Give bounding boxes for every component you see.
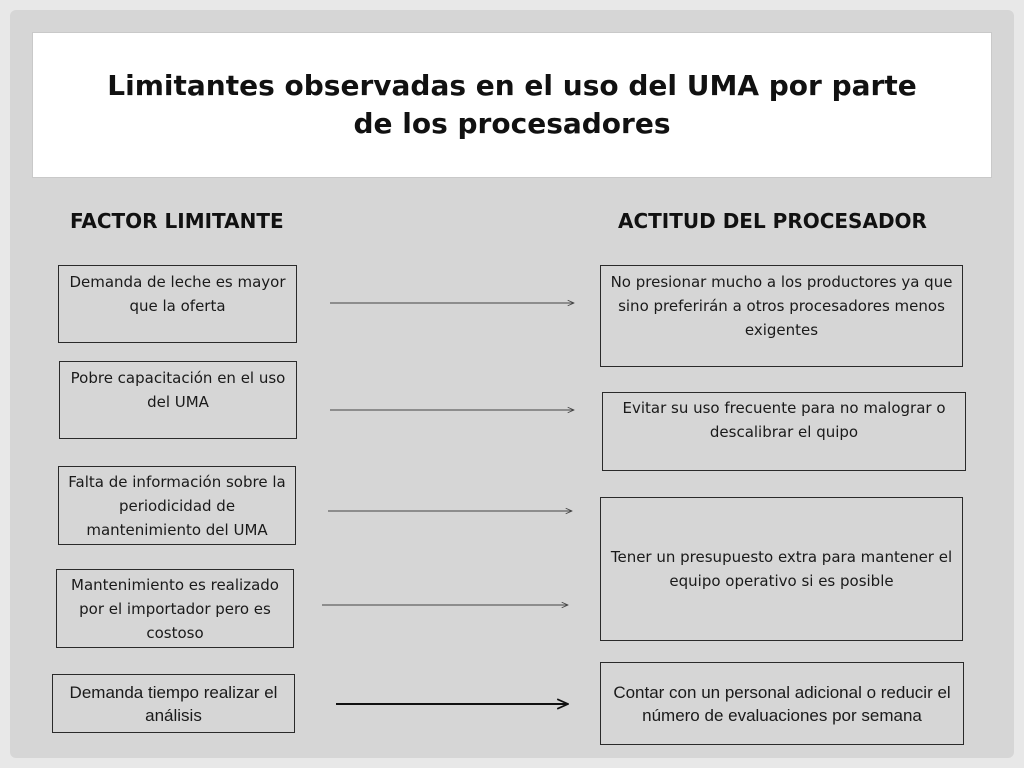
factor-box-3: Falta de información sobre la periodicidad de mantenimiento del UMA (58, 466, 296, 545)
factor-box-5: Demanda tiempo realizar el análisis (52, 674, 295, 733)
factor-box-4: Mantenimiento es realizado por el importador pero es costoso (56, 569, 294, 648)
factor-column-header: FACTOR LIMITANTE (70, 209, 284, 233)
attitude-column-header: ACTITUD DEL PROCESADOR (618, 209, 927, 233)
attitude-box-3: Tener un presupuesto extra para mantener el equipo operativo si es posible (600, 497, 963, 641)
factor-box-2: Pobre capacitación en el uso del UMA (59, 361, 297, 439)
attitude-box-1: No presionar mucho a los productores ya que sino preferirán a otros procesadores menos exigentes (600, 265, 963, 367)
page-title: Limitantes observadas en el uso del UMA por parte de los procesadores (107, 69, 917, 140)
attitude-box-4: Contar con un personal adicional o reducir el número de evaluaciones por semana (600, 662, 964, 745)
factor-box-1: Demanda de leche es mayor que la oferta (58, 265, 297, 343)
attitude-box-2: Evitar su uso frecuente para no malograr o descalibrar el quipo (602, 392, 966, 471)
